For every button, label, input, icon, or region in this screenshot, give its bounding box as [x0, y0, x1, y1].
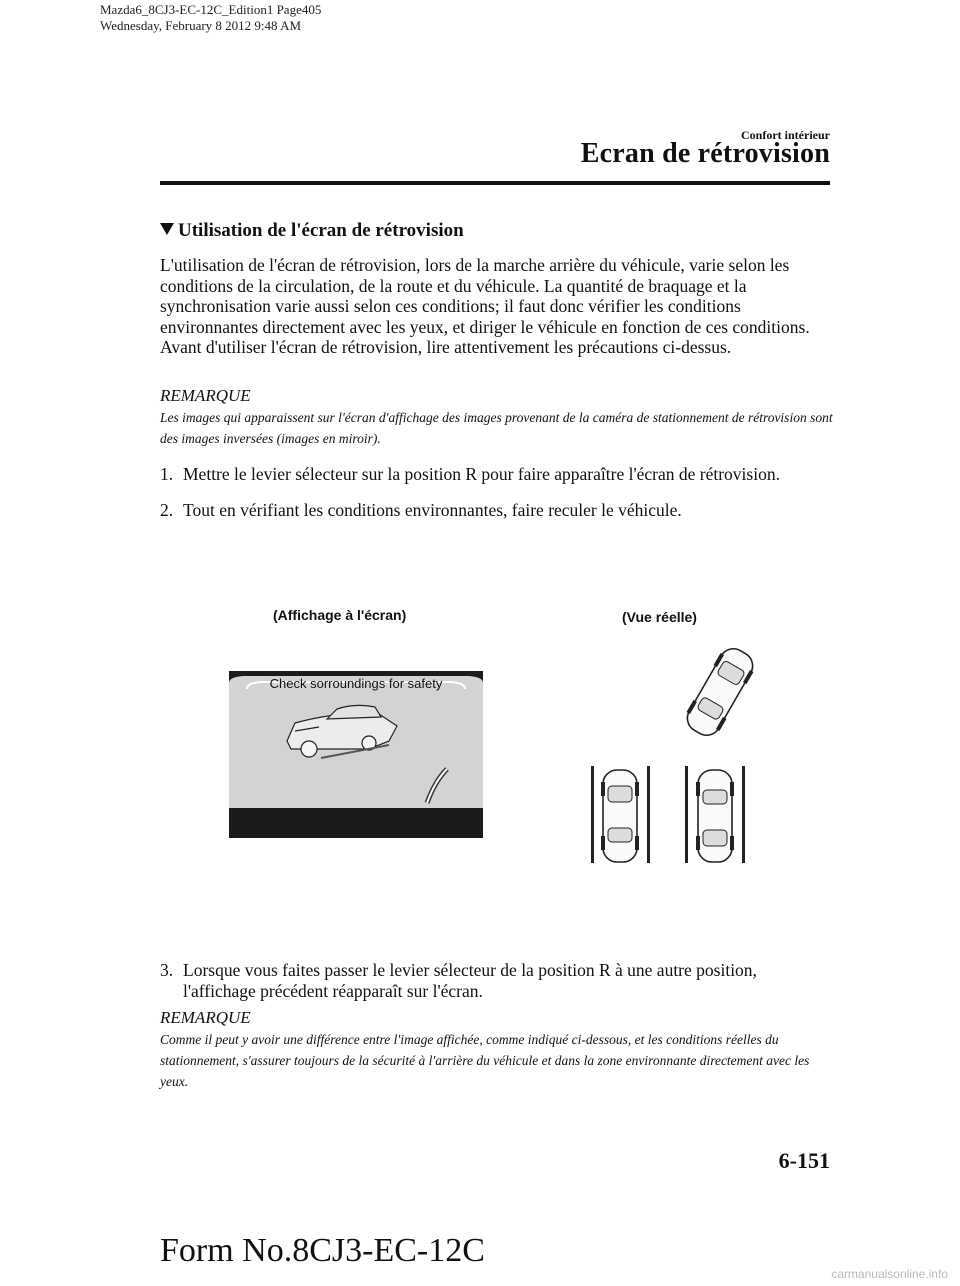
rearview-screen-illustration [229, 671, 483, 838]
parking-diagram [582, 640, 772, 880]
print-header-date: Wednesday, February 8 2012 9:48 AM [100, 18, 302, 33]
title-rule [160, 181, 830, 185]
page-title: Ecran de rétrovision [580, 138, 830, 169]
step-number: 3. [160, 960, 174, 980]
print-header-file: Mazda6_8CJ3-EC-12C_Edition1 Page405 [100, 2, 322, 17]
step-item [160, 500, 840, 521]
step-text: Mettre le levier sélecteur sur la position R pour faire apparaître l'écran de rétrovision. [183, 464, 780, 484]
intro-paragraph: Avant d'utiliser l'écran de rétrovision, lire attentivement les précautions ci-dessus. [160, 337, 732, 357]
intro-paragraph: L'utilisation de l'écran de rétrovision, lors de la marche arrière du véhicule, varie selon les conditions de la circulation, de la route et du véhicule. La quantité de braquage et la synchronisation varie aussi selon ces conditions; il faut donc vérifier les conditions environnantes directement avec les yeux, et diriger le véhicule en fonction de ces conditions. [160, 255, 810, 337]
step-item [160, 464, 840, 485]
form-number: Form No.8CJ3-EC-12C [160, 1232, 485, 1269]
step-number: 1. [160, 464, 174, 484]
step-text: Tout en vérifiant les conditions environnantes, faire reculer le véhicule. [183, 500, 682, 520]
print-header [100, 2, 321, 34]
section-label: Confort intérieur [741, 128, 830, 142]
screen-caption: (Affichage à l'écran) [273, 607, 407, 623]
note-heading: REMARQUE [160, 1008, 251, 1027]
step-item [160, 960, 840, 1002]
note-heading: REMARQUE [160, 386, 251, 405]
subheading-text: Utilisation de l'écran de rétrovision [178, 220, 464, 241]
triangle-bullet-icon [160, 223, 174, 235]
screen-graphic [229, 671, 483, 838]
subheading [160, 220, 464, 242]
page-number: 6-151 [778, 1148, 830, 1173]
note-text: Les images qui apparaissent sur l'écran d'affichage des images provenant de la caméra de stationnement de rétrovision sont des images inversées (images en miroir). [160, 410, 833, 446]
screen-message: Check sorroundings for safety [269, 676, 443, 691]
intro-text [160, 255, 840, 358]
real-view-illustration [582, 640, 772, 880]
step-text: Lorsque vous faites passer le levier sélecteur de la position R à une autre position, [183, 960, 757, 980]
watermark: carmanualsonline.info [831, 1267, 948, 1281]
real-view-caption: (Vue réelle) [622, 609, 697, 625]
step-number: 2. [160, 500, 174, 520]
step-text-continued: l'affichage précédent réapparaît sur l'écran. [183, 981, 483, 1001]
note-text: Comme il peut y avoir une différence entre l'image affichée, comme indiqué ci-dessous, et les conditions réelles du stationnement, s'assurer toujours de la sécurité à l'arrière du véhicule et dans la zone environnante directement avec les yeux. [160, 1032, 810, 1089]
